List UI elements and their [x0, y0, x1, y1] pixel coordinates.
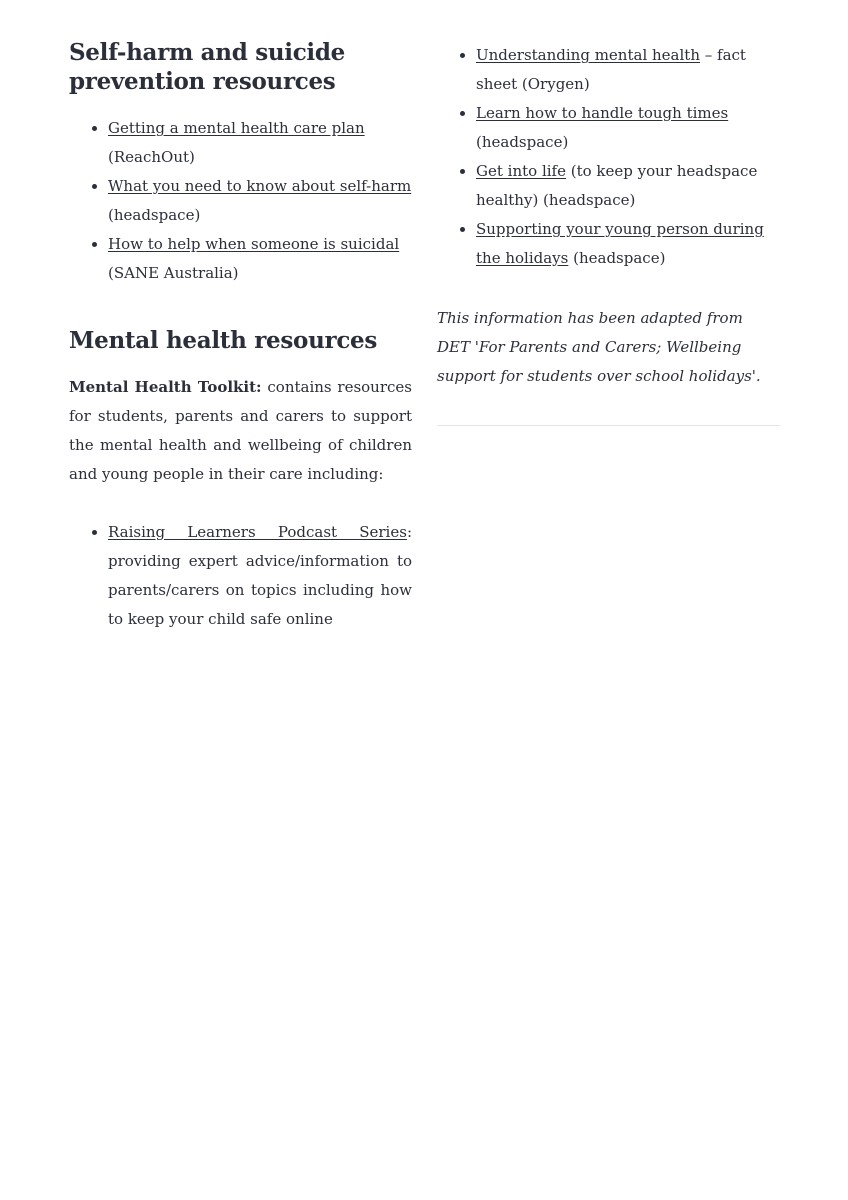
- tough-times-link[interactable]: Learn how to handle tough times: [476, 104, 729, 122]
- list-item: [108, 518, 412, 634]
- toolkit-title: Mental Health Toolkit:: [69, 378, 262, 396]
- list-item: [108, 114, 412, 172]
- self-harm-heading: Self-harm and suicide prevention resources: [69, 39, 345, 95]
- mental-health-heading: Mental health resources: [69, 327, 378, 354]
- toolkit-description: contains resources for students, parents and carers to support the mental health and wellbeing of children and young people in their care including:: [69, 378, 412, 483]
- link-description: : providing expert advice/information to parents/carers on topics including how to keep your child safe online: [108, 523, 412, 628]
- suicidal-help-link[interactable]: How to help when someone is suicidal: [108, 235, 400, 253]
- toolkit-paragraph: [69, 373, 412, 489]
- list-item: [476, 215, 780, 273]
- link-source: (headspace): [108, 206, 201, 224]
- divider: [437, 425, 780, 426]
- mental-health-care-plan-link[interactable]: Getting a mental health care plan: [108, 119, 365, 137]
- self-harm-info-link[interactable]: What you need to know about self-harm: [108, 177, 412, 195]
- adaptation-note: This information has been adapted from DET 'For Parents and Carers; Wellbeing support for students over school holidays'.: [437, 309, 761, 385]
- right-column: [437, 38, 780, 426]
- raising-learners-podcast-link[interactable]: Raising Learners Podcast Series: [108, 523, 407, 541]
- get-into-life-link[interactable]: Get into life: [476, 162, 566, 180]
- link-source: (headspace): [476, 133, 569, 151]
- list-item: [476, 157, 780, 215]
- self-harm-resource-list: [69, 114, 412, 288]
- supporting-young-person-link[interactable]: Supporting your young person during the holidays: [476, 220, 764, 267]
- link-source: (headspace): [568, 249, 666, 267]
- understanding-mental-health-link[interactable]: Understanding mental health: [476, 46, 700, 64]
- link-source: (to keep your headspace healthy) (headspace): [476, 162, 758, 209]
- list-item: [476, 41, 780, 99]
- link-source: (SANE Australia): [108, 264, 239, 282]
- mental-health-resource-list: [69, 518, 412, 634]
- left-column: [69, 38, 412, 634]
- link-source: (ReachOut): [108, 148, 195, 166]
- list-item: [476, 99, 780, 157]
- headspace-resource-list: [437, 41, 780, 273]
- link-source: – fact sheet (Orygen): [476, 46, 746, 93]
- list-item: [108, 230, 412, 288]
- list-item: [108, 172, 412, 230]
